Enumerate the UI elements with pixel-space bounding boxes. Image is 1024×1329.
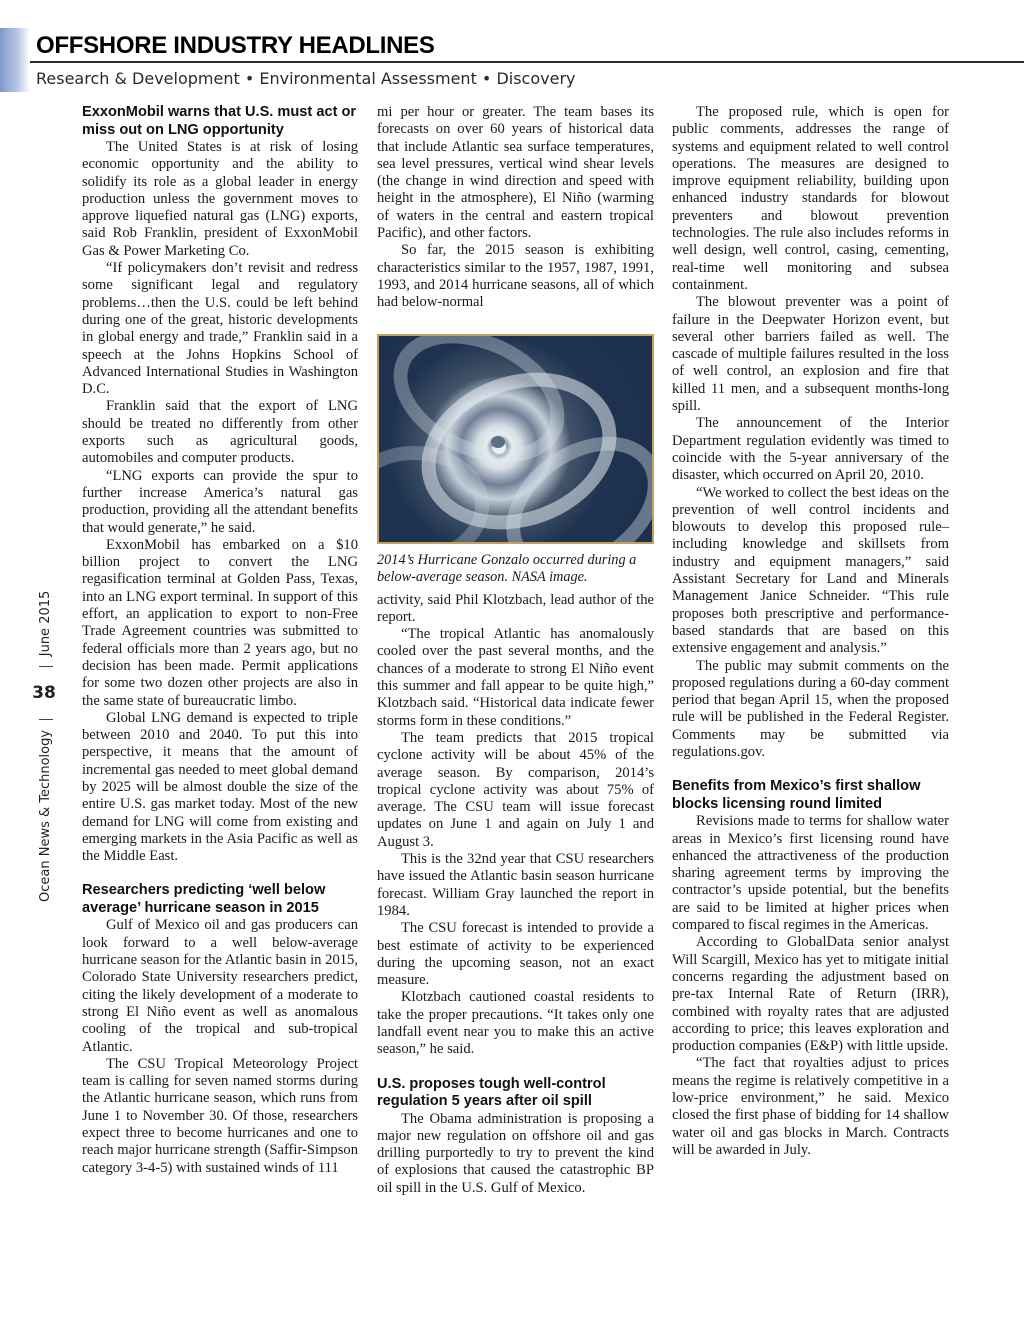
article-paragraph: “If policymakers don’t revisit and redress some significant legal and regulatory problems…then the U.S. could be left behind during one of the great, historic developments in global energy and trade,” Franklin said in a speech at the Johns Hopkins School of Advanced International Studies in Washington D.C. [82, 260, 358, 398]
sidebar-rotated-text [34, 591, 54, 902]
article-paragraph: mi per hour or greater. The team bases its forecasts on over 60 years of historical data that include Atlantic sea surface temperatures, sea level pressures, vertical wind shear levels (the change in wind direction and speed with height in the atmosphere), El Niño (warming of waters in the central and eastern tropical Pacific), and other factors. [377, 104, 654, 242]
column-2 [377, 104, 654, 1197]
figure [377, 334, 654, 586]
article-paragraph: The CSU forecast is intended to provide a best estimate of activity to be experienced during the upcoming season, not an exact measure. [377, 920, 654, 989]
page-number: 38 [32, 683, 56, 704]
article-paragraph: The United States is at risk of losing economic opportunity and the ability to solidify its role as a global leader in energy production unless the government moves to approve liquefied natural gas (LNG) exports, said Rob Franklin, president of ExxonMobil Gas & Power Marketing Co. [82, 139, 358, 259]
article-headline: U.S. proposes tough well-control regulation 5 years after oil spill [377, 1075, 606, 1110]
article-paragraph: Franklin said that the export of LNG should be treated no differently from other exports such as agricultural goods, automobiles and computer products. [82, 398, 358, 467]
article-paragraph: “The tropical Atlantic has anomalously cooled over the past several months, and the chances of a moderate to strong El Niño event this summer and fall appear to be quite high,” Klotzbach said. “Historical data indicate fewer storms form in these conditions.” [377, 626, 654, 729]
header-divider [30, 61, 1024, 63]
article-paragraph: The public may submit comments on the proposed regulations during a 60-day comment period that began April 15, when the proposed rule will be published in the Federal Register. Comments may be submitted via regulations.gov. [672, 657, 949, 760]
article-paragraph: The blowout preventer was a point of failure in the Deepwater Horizon event, but several other barriers failed as well. The cascade of multiple failures resulted in the loss of well control, an explosion and fire that killed 11 men, and a subsequent months-long spill. [672, 294, 949, 415]
article-paragraph: Global LNG demand is expected to triple between 2010 and 2040. To put this into perspective, it means that the amount of incremental gas needed to meet global demand by 2025 will be almost double the size of the entire U.S. gas market today. Most of the new demand for LNG will come from existing and emerging markets in the Asia Pacific as well as the Middle East. [82, 709, 358, 865]
publication-name: Ocean News & Technology [38, 729, 53, 902]
article-paragraph: “We worked to collect the best ideas on the prevention of well control incidents and blowouts to develop this proposed rule–including knowledge and skillsets from industry and equipment managers,” said Assistant Secretary for Land and Minerals Management Janice Schneider. “This rule proposes both prescriptive and performance-based standards that are based on this extensive engagement and analysis.” [672, 484, 949, 657]
sidebar-divider [39, 666, 53, 667]
hurricane-eye [491, 436, 505, 448]
image-caption: 2014’s Hurricane Gonzalo occurred during a below-average season. NASA image. [377, 551, 637, 585]
article-headline: Researchers predicting ‘well below average’ hurricane season in 2015 [82, 882, 326, 916]
article-headline: ExxonMobil warns that U.S. must act or miss out on LNG opportunity [82, 104, 357, 138]
column-3 [672, 104, 949, 1159]
column-1 [82, 104, 358, 1177]
section-title: OFFSHORE INDUSTRY HEADLINES [36, 32, 435, 59]
article-paragraph: Gulf of Mexico oil and gas producers can look forward to a well below-average hurricane season for the Atlantic basin in 2015, Colorado State University researchers predict, citing the likely development of a moderate to strong El Niño event as well as anomalous cooling of the tropical and sub-tropical Atlantic. [82, 917, 358, 1055]
article-paragraph: According to GlobalData senior analyst Will Scargill, Mexico has yet to mitigate initial concerns regarding the adjustment based on pre-tax Internal Rate of Return (IRR), combined with royalty rates that are adjusted according to price; this leaves exploration and production companies (E&P) with little upside. [672, 934, 949, 1055]
article-paragraph: The proposed rule, which is open for public comments, addresses the range of systems and equipment related to well control operations. The measures are designed to improve equipment reliability, building upon enhanced industry standards for blowout preventers and blowout prevention technologies. The rule also includes reforms in well design, well control, casing, cementing, real-time well monitoring and subsea containment. [672, 104, 949, 293]
header-accent-bar [0, 28, 30, 92]
page-sidebar [20, 560, 60, 920]
article-paragraph: ExxonMobil has embarked on a $10 billion project to convert the LNG regasification terminal at Golden Pass, Texas, into an LNG export terminal. In support of this effort, an application to export to non-Free Trade Agreement countries was submitted to federal officials more than 2 years ago, but no decision has been made. Permit applications for some two dozen other projects are also in the same state of bureaucratic limbo. [82, 536, 358, 709]
article-paragraph: The team predicts that 2015 tropical cyclone activity will be about 45% of the average season. By comparison, 2014’s tropical cyclone activity was about 75% of average. The CSU team will issue forecast updates on June 1 and again on July 1 and August 3. [377, 729, 654, 850]
article-paragraph: Klotzbach cautioned coastal residents to take the proper precautions. “It takes only one landfall event near you to make this an active season,” he said. [377, 989, 654, 1058]
section-subtitle: Research & Development • Environmental Assessment • Discovery [36, 69, 576, 88]
article-paragraph: Revisions made to terms for shallow water areas in Mexico’s first licensing round have enhanced the attractiveness of the production sharing agreement terms by improving the contractor’s upside potential, but the benefits are said to be limited at higher prices when compared to fiscal regimes in the Americas. [672, 813, 949, 934]
hurricane-satellite-image [377, 334, 654, 544]
article-paragraph: “LNG exports can provide the spur to further increase America’s natural gas production, providing all the attendant benefits that would generate,” he said. [82, 467, 358, 536]
issue-date: June 2015 [38, 590, 53, 657]
article-spacer [377, 1059, 654, 1076]
article-paragraph: activity, said Phil Klotzbach, lead author of the report. [377, 591, 654, 625]
article-paragraph: “The fact that royalties adjust to prices means the regime is relatively competitive in a low-price environment,” he said. Mexico closed the first phase of bidding for 14 shallow water oil and gas blocks in March. Contracts will be awarded in July. [672, 1055, 949, 1158]
article-paragraph: So far, the 2015 season is exhibiting characteristics similar to the 1957, 1987, 1991, 1993, and 2014 hurricane seasons, all of which had below-normal [377, 242, 654, 311]
sidebar-divider [39, 719, 53, 720]
article-spacer [672, 761, 949, 778]
article-paragraph: The CSU Tropical Meteorology Project team is calling for seven named storms during the Atlantic hurricane season, which runs from June 1 to November 30. Of those, researchers expect three to become hurricanes and one to reach major hurricane strength (Saffir-Simpson category 3-4-5) with sustained winds of 111 [82, 1055, 358, 1176]
article-paragraph: The Obama administration is proposing a major new regulation on offshore oil and gas drilling purportedly to try to prevent the kind of explosions that caused the catastrophic BP oil spill in the U.S. Gulf of Mexico. [377, 1110, 654, 1196]
article-paragraph: The announcement of the Interior Department regulation evidently was timed to coincide with the 5-year anniversary of the disaster, which occurred on April 20, 2010. [672, 415, 949, 484]
article-spacer [82, 865, 358, 882]
article-headline: Benefits from Mexico’s first shallow blocks licensing round limited [672, 778, 921, 812]
article-paragraph: This is the 32nd year that CSU researchers have issued the Atlantic basin season hurricane forecast. William Gray launched the report in 1984. [377, 851, 654, 919]
